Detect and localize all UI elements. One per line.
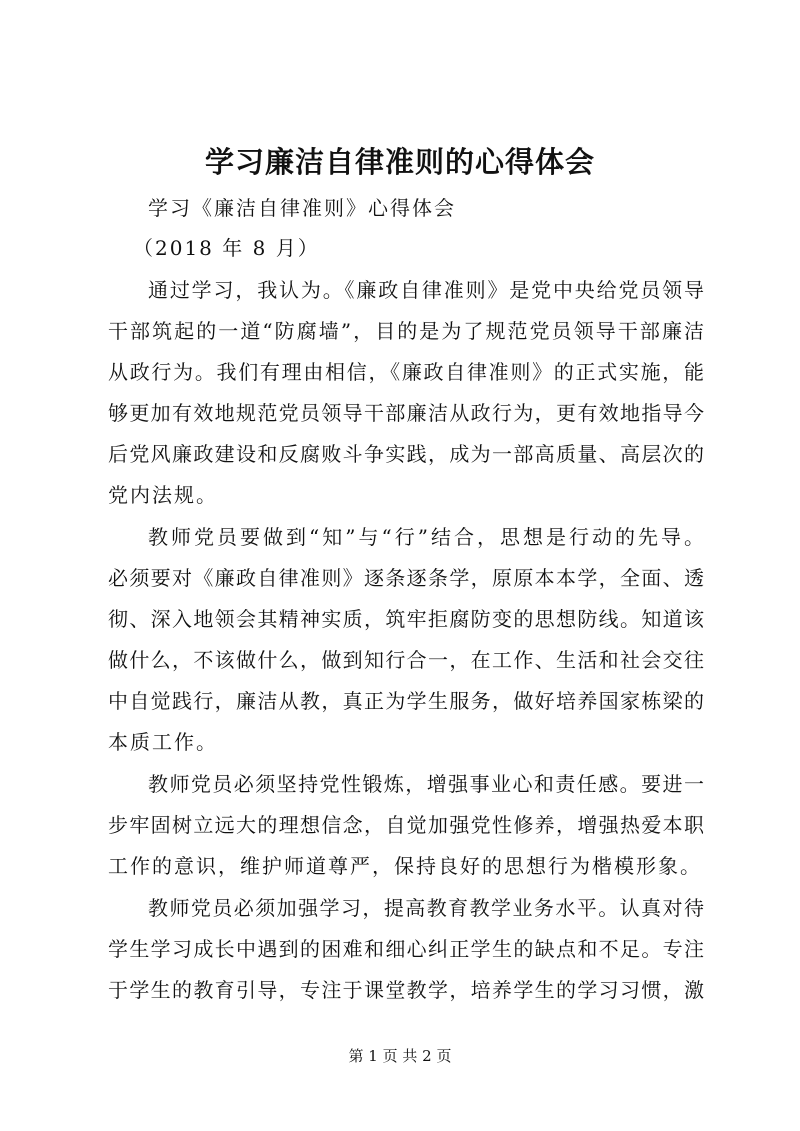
body-line: 干部筑起的一道“防腐墙”，目的是为了规范党员领导干部廉洁 <box>108 319 704 343</box>
page-number-footer: 第 1 页 共 2 页 <box>348 1047 452 1065</box>
body-line: 教师党员要做到“知”与“行”结合，思想是行动的先导。 <box>148 525 704 549</box>
body-line: 工作的意识，维护师道尊严，保持良好的思想行为楷模形象。 <box>108 854 702 878</box>
body-line: 党内法规。 <box>108 483 218 507</box>
body-line: 步牢固树立远大的理想信念，自觉加强党性修养，增强热爱本职 <box>108 813 704 837</box>
document-title: 学习廉洁自律准则的心得体会 <box>204 145 595 179</box>
body-line: 本质工作。 <box>108 730 218 754</box>
body-line: 做什么，不该做什么，做到知行合一，在工作、生活和社会交往 <box>108 648 704 672</box>
body-line: 彻、深入地领会其精神实质，筑牢拒腐防变的思想防线。知道该 <box>108 607 704 631</box>
body-line: 教师党员必须坚持党性锻炼，增强事业心和责任感。要进一 <box>148 772 704 796</box>
body-line: 从政行为。我们有理由相信，《廉政自律准则》的正式实施，能 <box>108 360 704 384</box>
body-line: 中自觉践行，廉洁从教，真正为学生服务，做好培养国家栋梁的 <box>108 689 704 713</box>
body-line: 于学生的教育引导，专注于课堂教学，培养学生的学习习惯，激 <box>108 978 704 1002</box>
body-line: 够更加有效地规范党员领导干部廉洁从政行为，更有效地指导今 <box>108 401 704 425</box>
body-line: 后党风廉政建设和反腐败斗争实践，成为一部高质量、高层次的 <box>108 442 704 466</box>
body-line: 必须要对《廉政自律准则》逐条逐条学，原原本本学，全面、透 <box>108 566 704 590</box>
document-date: （2018 年 8 月） <box>133 236 320 260</box>
document-subtitle: 学习《廉洁自律准则》心得体会 <box>148 196 456 220</box>
body-line: 通过学习，我认为。《廉政自律准则》是党中央给党员领导 <box>148 278 704 302</box>
body-line: 学生学习成长中遇到的困难和细心纠正学生的缺点和不足。专注 <box>108 937 704 961</box>
body-line: 教师党员必须加强学习，提高教育教学业务水平。认真对待 <box>148 896 704 920</box>
